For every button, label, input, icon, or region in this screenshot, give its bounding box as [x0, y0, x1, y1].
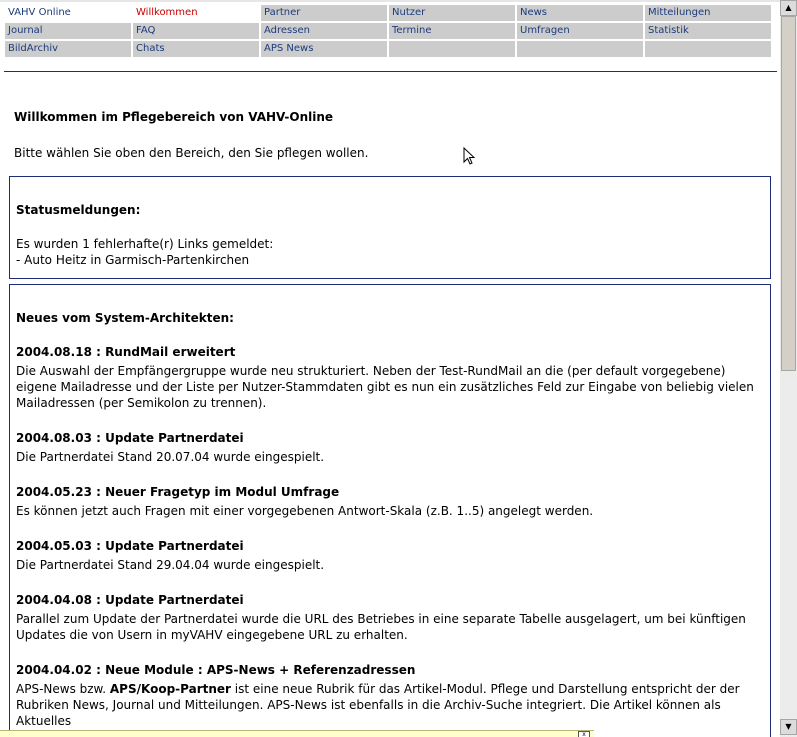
news-item-title: 2004.08.18 : RundMail erweitert	[16, 345, 236, 359]
status-panel	[9, 176, 771, 279]
nav-statistik[interactable]: Statistik	[645, 23, 771, 39]
news-item	[16, 431, 762, 465]
status-title: Statusmeldungen:	[16, 203, 141, 217]
news-panel	[9, 284, 771, 737]
news-item-title: 2004.04.08 : Update Partnerdatei	[16, 593, 244, 607]
nav-mitteilungen[interactable]: Mitteilungen	[645, 5, 771, 21]
nav-faq[interactable]: FAQ	[133, 23, 259, 39]
nav-grid	[4, 4, 778, 58]
news-item-body-strong: APS/Koop-Partner	[109, 682, 231, 696]
news-item-body-prefix: APS-News bzw.	[16, 682, 110, 696]
news-item-body: Die Auswahl der Empfängergruppe wurde neu strukturiert. Neben der Test-RundMail an die (per default vorgegebene) eigene Mailadresse und der Liste per Nutzer-Stammdaten gibt es nun ein zusätzliches Feld zur Eingabe von beliebig vielen Mailadressen (per Semikolon zu trennen).	[16, 364, 754, 410]
nav-adressen[interactable]: Adressen	[261, 23, 387, 39]
status-message: Es wurden 1 fehlerhafte(r) Links gemeldet:	[16, 237, 274, 251]
nav-empty-cell	[645, 41, 771, 57]
mouse-cursor-icon	[463, 147, 477, 167]
nav-journal[interactable]: Journal	[5, 23, 131, 39]
news-heading: Neues vom System-Architekten:	[16, 311, 234, 325]
nav-umfragen[interactable]: Umfragen	[517, 23, 643, 39]
news-item-body	[16, 681, 762, 729]
nav-row-3	[4, 40, 778, 58]
welcome-text: Bitte wählen Sie oben den Bereich, den Sie pflegen wollen.	[14, 146, 369, 160]
news-item-body: Es können jetzt auch Fragen mit einer vorgegebenen Antwort-Skala (z.B. 1..5) angelegt werden.	[16, 504, 594, 518]
nav-empty-cell	[517, 41, 643, 57]
news-item-title: 2004.04.02 : Neue Module : APS-News + Referenzadressen	[16, 663, 416, 677]
nav-nutzer[interactable]: Nutzer	[389, 5, 515, 21]
nav-bildarchiv[interactable]: BildArchiv	[5, 41, 131, 57]
nav-partner[interactable]: Partner	[261, 5, 387, 21]
main-content	[0, 72, 780, 737]
nav-vahv-online[interactable]: VAHV Online	[5, 5, 131, 21]
news-item	[16, 663, 762, 729]
status-broken-link: - Auto Heitz in Garmisch-Partenkirchen	[16, 253, 250, 267]
top-border	[0, 0, 780, 2]
news-item-title: 2004.08.03 : Update Partnerdatei	[16, 431, 244, 445]
news-item	[16, 593, 762, 643]
news-item-body: Parallel zum Update der Partnerdatei wurde die URL des Betriebes in eine separate Tabelle ausgelagert, um bei künftigen Updates die von Usern in myVAHV eingegebene URL zu erhalten.	[16, 612, 746, 642]
scroll-thumb[interactable]	[781, 16, 796, 371]
nav-aps-news[interactable]: APS News	[261, 41, 387, 57]
news-item-title: 2004.05.03 : Update Partnerdatei	[16, 539, 244, 553]
nav-empty-cell	[389, 41, 515, 57]
news-item-body-rest: ist eine neue Rubrik für das Artikel-Modul. Pflege und Darstellung entspricht der der Rubriken News, Journal und Mitteilungen. APS-News ist ebenfalls in die Archiv-Suche integriert. Die Artikel können als Aktuelles	[16, 682, 740, 728]
news-item	[16, 539, 762, 573]
news-item	[16, 485, 762, 519]
news-item-title: 2004.05.23 : Neuer Fragetyp im Modul Umfrage	[16, 485, 340, 499]
news-list	[16, 311, 762, 737]
scroll-up-arrow-icon[interactable]: ▲	[780, 0, 797, 16]
nav-willkommen[interactable]: Willkommen	[133, 5, 259, 21]
nav-termine[interactable]: Termine	[389, 23, 515, 39]
news-item-body: Die Partnerdatei Stand 20.07.04 wurde eingespielt.	[16, 450, 325, 464]
nav-news[interactable]: News	[517, 5, 643, 21]
nav-chats[interactable]: Chats	[133, 41, 259, 57]
vertical-scrollbar[interactable]	[780, 0, 797, 737]
nav-row-2	[4, 22, 778, 40]
scroll-down-arrow-icon[interactable]: ▼	[780, 719, 797, 735]
news-item-body: Die Partnerdatei Stand 29.04.04 wurde eingespielt.	[16, 558, 325, 572]
page-title: Willkommen im Pflegebereich von VAHV-Online	[14, 110, 334, 124]
close-icon[interactable]: x	[578, 731, 590, 737]
tooltip-strip	[0, 730, 594, 737]
nav-row-1	[4, 4, 778, 22]
news-item	[16, 345, 762, 411]
